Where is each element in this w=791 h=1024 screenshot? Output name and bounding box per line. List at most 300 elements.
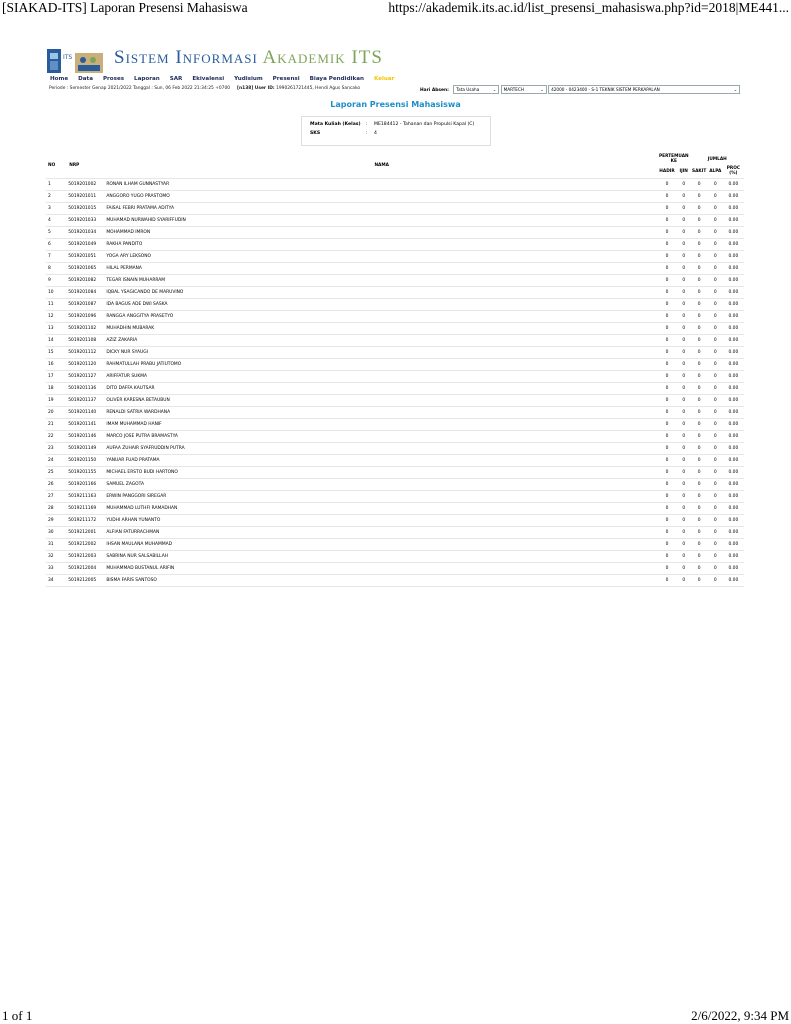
cell-nrp: 5019201140 xyxy=(68,406,106,418)
cell-nrp: 5019201137 xyxy=(68,394,106,406)
cell-nama: YOGA ARY LEKSONO xyxy=(106,250,657,262)
cell-hadir: 0 xyxy=(657,310,677,322)
table-row xyxy=(46,406,744,418)
cell-ijin: 0 xyxy=(677,550,691,562)
cell-proc: 0.00 xyxy=(723,202,744,214)
course-value: ME184412 - Tahanan dan Propulsi Kapal (C) xyxy=(374,122,475,127)
hari-absen-select[interactable] xyxy=(453,85,499,94)
department-select[interactable] xyxy=(548,85,740,94)
cell-nama: ERWIN PANGGORI SIREGAR xyxy=(106,490,657,502)
menu-item-home[interactable]: Home xyxy=(50,76,69,82)
table-row xyxy=(46,394,744,406)
cell-ijin: 0 xyxy=(677,202,691,214)
cell-hadir: 0 xyxy=(657,334,677,346)
col-proc: PROC (%) xyxy=(726,166,741,177)
program-value: MARTECH xyxy=(503,87,525,92)
cell-hadir: 0 xyxy=(657,358,677,370)
cell-proc: 0.00 xyxy=(723,226,744,238)
cell-proc: 0.00 xyxy=(723,394,744,406)
cell-hadir: 0 xyxy=(657,490,677,502)
cell-nrp: 5019212001 xyxy=(68,526,106,538)
cell-nrp: 5019201011 xyxy=(68,190,106,202)
table-row xyxy=(46,262,744,274)
table-row xyxy=(46,310,744,322)
cell-hadir: 0 xyxy=(657,526,677,538)
cell-alpa: 0 xyxy=(708,190,723,202)
cell-proc: 0.00 xyxy=(723,238,744,250)
cell-nama: HILAL PERMANA xyxy=(106,262,657,274)
cell-ijin: 0 xyxy=(677,178,691,190)
cell-nama: IQBAL YSAGICANDO DE MARUVINO xyxy=(106,286,657,298)
cell-ijin: 0 xyxy=(677,466,691,478)
cell-nrp: 5019201084 xyxy=(68,286,106,298)
cell-hadir: 0 xyxy=(657,538,677,550)
cell-alpa: 0 xyxy=(708,490,723,502)
cell-hadir: 0 xyxy=(657,394,677,406)
cell-nama: MUHAMMAD LUTHFI RAMADHAN xyxy=(106,502,657,514)
hari-absen-label: Hari Absen: xyxy=(420,88,449,93)
cell-no: 13 xyxy=(46,322,68,334)
table-row xyxy=(46,538,744,550)
cell-ijin: 0 xyxy=(677,346,691,358)
table-row xyxy=(46,346,744,358)
cell-no: 21 xyxy=(46,418,68,430)
cell-proc: 0.00 xyxy=(723,490,744,502)
cell-alpa: 0 xyxy=(708,238,723,250)
print-page-count: 1 of 1 xyxy=(2,1008,33,1023)
cell-hadir: 0 xyxy=(657,286,677,298)
cell-ijin: 0 xyxy=(677,334,691,346)
cell-nama: TEGAR ISNAIN MUHARRAM xyxy=(106,274,657,286)
cell-nama: FAISAL FEBRI PRATAMA ADITYA xyxy=(106,202,657,214)
cell-no: 22 xyxy=(46,430,68,442)
cell-sakit: 0 xyxy=(691,370,708,382)
cell-nrp: 5019212005 xyxy=(68,574,106,586)
cell-nrp: 5019201096 xyxy=(68,310,106,322)
table-row xyxy=(46,574,744,586)
cell-alpa: 0 xyxy=(708,298,723,310)
cell-hadir: 0 xyxy=(657,322,677,334)
cell-nama: RANGGA ANGGITYA PRASETYO xyxy=(106,310,657,322)
cell-nrp: 5019201002 xyxy=(68,178,106,190)
cell-sakit: 0 xyxy=(691,298,708,310)
cell-nrp: 5019211172 xyxy=(68,514,106,526)
cell-proc: 0.00 xyxy=(723,250,744,262)
cell-ijin: 0 xyxy=(677,538,691,550)
brand-title xyxy=(114,47,383,69)
cell-alpa: 0 xyxy=(708,214,723,226)
table-row xyxy=(46,202,744,214)
table-row xyxy=(46,430,744,442)
print-header xyxy=(0,0,791,18)
cell-sakit: 0 xyxy=(691,514,708,526)
cell-alpa: 0 xyxy=(708,478,723,490)
cell-no: 19 xyxy=(46,394,68,406)
cell-no: 28 xyxy=(46,502,68,514)
cell-sakit: 0 xyxy=(691,406,708,418)
cell-ijin: 0 xyxy=(677,250,691,262)
cell-alpa: 0 xyxy=(708,562,723,574)
cell-sakit: 0 xyxy=(691,538,708,550)
cell-nrp: 5019201149 xyxy=(68,442,106,454)
cell-alpa: 0 xyxy=(708,514,723,526)
cell-hadir: 0 xyxy=(657,178,677,190)
cell-nama: SABRINA NUR SALSABILLAH xyxy=(106,550,657,562)
cell-proc: 0.00 xyxy=(723,538,744,550)
cell-ijin: 0 xyxy=(677,406,691,418)
cell-proc: 0.00 xyxy=(723,190,744,202)
cell-no: 29 xyxy=(46,514,68,526)
period-label: Periode xyxy=(49,86,66,91)
cell-alpa: 0 xyxy=(708,382,723,394)
cell-alpa: 0 xyxy=(708,178,723,190)
cell-nama: YANUAR FUAD PRATAMA xyxy=(106,454,657,466)
cell-nrp: 5019201146 xyxy=(68,430,106,442)
cell-proc: 0.00 xyxy=(723,262,744,274)
colon: : xyxy=(366,131,368,136)
cell-alpa: 0 xyxy=(708,358,723,370)
cell-nama: SAMUEL ZAGOTA xyxy=(106,478,657,490)
table-row xyxy=(46,322,744,334)
cell-sakit: 0 xyxy=(691,310,708,322)
table-row xyxy=(46,286,744,298)
chevron-down-icon: ⌄ xyxy=(540,87,544,92)
cell-nama: MICHAEL ERSTO BUDI HARTONO xyxy=(106,466,657,478)
table-row xyxy=(46,502,744,514)
table-row xyxy=(46,466,744,478)
cell-nrp: 5019211169 xyxy=(68,502,106,514)
cell-proc: 0.00 xyxy=(723,562,744,574)
table-row xyxy=(46,442,744,454)
colon: : xyxy=(366,122,368,127)
table-row xyxy=(46,358,744,370)
cell-no: 3 xyxy=(46,202,68,214)
table-row xyxy=(46,178,744,190)
table-row xyxy=(46,190,744,202)
table-row xyxy=(46,382,744,394)
cell-nama: AZIZ ZAKARIA xyxy=(106,334,657,346)
menu-item-yudisium[interactable]: Yudisium xyxy=(234,76,263,82)
cell-ijin: 0 xyxy=(677,358,691,370)
program-select[interactable] xyxy=(501,85,547,94)
cell-nama: ANGGORO YUGO PRASTOMO xyxy=(106,190,657,202)
course-info-box xyxy=(301,116,491,146)
cell-nama: MUHAMMAD BUSTANUL ARIFIN xyxy=(106,562,657,574)
cell-hadir: 0 xyxy=(657,514,677,526)
sks-row xyxy=(310,131,377,136)
brand-part2: Akademik ITS xyxy=(262,47,383,68)
cell-no: 17 xyxy=(46,370,68,382)
cell-sakit: 0 xyxy=(691,502,708,514)
page-title: Laporan Presensi Mahasiswa xyxy=(330,100,461,109)
cell-alpa: 0 xyxy=(708,550,723,562)
cell-alpa: 0 xyxy=(708,226,723,238)
cell-ijin: 0 xyxy=(677,442,691,454)
cell-no: 32 xyxy=(46,550,68,562)
cell-sakit: 0 xyxy=(691,442,708,454)
cell-alpa: 0 xyxy=(708,526,723,538)
cell-no: 31 xyxy=(46,538,68,550)
cell-ijin: 0 xyxy=(677,454,691,466)
cell-proc: 0.00 xyxy=(723,310,744,322)
filter-controls xyxy=(420,85,740,94)
cell-nrp: 5019211163 xyxy=(68,490,106,502)
menu-item-laporan[interactable]: Laporan xyxy=(134,76,160,82)
menu-item-proses[interactable]: Proses xyxy=(102,76,125,82)
cell-nrp: 5019201049 xyxy=(68,238,106,250)
cell-no: 34 xyxy=(46,574,68,586)
cell-proc: 0.00 xyxy=(723,298,744,310)
cell-nama: ALFIAN FATURRACHMAN xyxy=(106,526,657,538)
cell-nama: BISMA FARIS SANTOSO xyxy=(106,574,657,586)
hari-absen-value: Tata Usaha xyxy=(456,87,480,92)
table-row xyxy=(46,526,744,538)
cell-alpa: 0 xyxy=(708,466,723,478)
cell-sakit: 0 xyxy=(691,346,708,358)
cell-proc: 0.00 xyxy=(723,478,744,490)
cell-hadir: 0 xyxy=(657,502,677,514)
table-row xyxy=(46,370,744,382)
cell-no: 26 xyxy=(46,478,68,490)
cell-alpa: 0 xyxy=(708,334,723,346)
cell-no: 7 xyxy=(46,250,68,262)
cell-no: 23 xyxy=(46,442,68,454)
cell-alpa: 0 xyxy=(708,202,723,214)
cell-sakit: 0 xyxy=(691,286,708,298)
cell-ijin: 0 xyxy=(677,418,691,430)
cell-alpa: 0 xyxy=(708,574,723,586)
cell-sakit: 0 xyxy=(691,190,708,202)
table-row xyxy=(46,250,744,262)
sks-label: SKS xyxy=(310,131,321,136)
cell-sakit: 0 xyxy=(691,358,708,370)
cell-nama: DICKY NUR SYAUGI xyxy=(106,346,657,358)
cell-hadir: 0 xyxy=(657,274,677,286)
print-page-url: https://akademik.its.ac.id/list_presensi_mahasiswa.php?id=2018|ME441... xyxy=(388,0,789,15)
table-row xyxy=(46,478,744,490)
user-label: User ID: xyxy=(254,86,275,91)
cell-proc: 0.00 xyxy=(723,214,744,226)
cell-sakit: 0 xyxy=(691,226,708,238)
cell-alpa: 0 xyxy=(708,250,723,262)
cell-nama: ARIFFATUR SUKMA xyxy=(106,370,657,382)
site-banner xyxy=(47,47,387,75)
cell-nrp: 5019201127 xyxy=(68,370,106,382)
cell-no: 16 xyxy=(46,358,68,370)
table-row xyxy=(46,274,744,286)
cell-proc: 0.00 xyxy=(723,502,744,514)
cell-nama: MUHADHIN MUBARAK xyxy=(106,322,657,334)
cell-no: 12 xyxy=(46,310,68,322)
cell-sakit: 0 xyxy=(691,466,708,478)
brand-part1: Sistem Informasi xyxy=(114,47,258,68)
cell-ijin: 0 xyxy=(677,274,691,286)
cell-nama: RENALDI SATRIA WARDHANA xyxy=(106,406,657,418)
table-row xyxy=(46,226,744,238)
col-group-jumlah: JUMLAH xyxy=(707,156,727,162)
cell-nrp: 5019212003 xyxy=(68,550,106,562)
cell-sakit: 0 xyxy=(691,214,708,226)
cell-hadir: 0 xyxy=(657,418,677,430)
cell-nama: OLIVER KARESNA BETAUBUN xyxy=(106,394,657,406)
cell-hadir: 0 xyxy=(657,262,677,274)
cell-nrp: 5019201141 xyxy=(68,418,106,430)
cell-nrp: 5019201166 xyxy=(68,478,106,490)
cell-nrp: 5019201065 xyxy=(68,262,106,274)
cell-no: 10 xyxy=(46,286,68,298)
cell-alpa: 0 xyxy=(708,322,723,334)
cell-nama: IDA BAGUS ADE DWI SASKA xyxy=(106,298,657,310)
cell-hadir: 0 xyxy=(657,346,677,358)
cell-proc: 0.00 xyxy=(723,442,744,454)
status-line xyxy=(49,86,360,91)
cell-nama: DITO DAFFA KAUTSAR xyxy=(106,382,657,394)
cell-ijin: 0 xyxy=(677,514,691,526)
cell-sakit: 0 xyxy=(691,202,708,214)
cell-hadir: 0 xyxy=(657,442,677,454)
cell-nrp: 5019201150 xyxy=(68,454,106,466)
cell-nrp: 5019201015 xyxy=(68,202,106,214)
cell-proc: 0.00 xyxy=(723,406,744,418)
menu-item-ekivalensi[interactable]: Ekivalensi xyxy=(192,76,225,82)
cell-nama: MUHAMAD NURWAHID SYARIFFUDIN xyxy=(106,214,657,226)
cell-nrp: 5019201155 xyxy=(68,466,106,478)
cell-sakit: 0 xyxy=(691,250,708,262)
cell-sakit: 0 xyxy=(691,430,708,442)
cell-ijin: 0 xyxy=(677,562,691,574)
cell-no: 11 xyxy=(46,298,68,310)
menu-item-presensi[interactable]: Presensi xyxy=(272,76,300,82)
cell-proc: 0.00 xyxy=(723,382,744,394)
logo-text: ITS xyxy=(63,54,73,61)
cell-nrp: 5019201051 xyxy=(68,250,106,262)
cell-ijin: 0 xyxy=(677,478,691,490)
cell-proc: 0.00 xyxy=(723,178,744,190)
cell-sakit: 0 xyxy=(691,238,708,250)
menu-item-biaya[interactable]: Biaya Pendidikan xyxy=(309,76,364,82)
course-row xyxy=(310,122,474,127)
cell-no: 24 xyxy=(46,454,68,466)
cell-sakit: 0 xyxy=(691,334,708,346)
col-sakit: SAKIT xyxy=(692,168,707,174)
cell-hadir: 0 xyxy=(657,430,677,442)
cell-nama: MARCO JOSE PUTRA BRAMASTYA xyxy=(106,430,657,442)
menu-item-sar[interactable]: SAR xyxy=(169,76,183,82)
cell-hadir: 0 xyxy=(657,406,677,418)
cell-nrp: 5019201112 xyxy=(68,346,106,358)
cell-hadir: 0 xyxy=(657,214,677,226)
cell-alpa: 0 xyxy=(708,406,723,418)
cell-alpa: 0 xyxy=(708,430,723,442)
cell-ijin: 0 xyxy=(677,286,691,298)
table-row xyxy=(46,334,744,346)
table-row xyxy=(46,238,744,250)
department-value: 42000 - 0423400 - S-1 TEKNIK SISTEM PERKAPALAN xyxy=(551,87,660,92)
user-value: 1990261721445, Hendi Agus Sancako xyxy=(276,86,361,91)
cell-alpa: 0 xyxy=(708,442,723,454)
cell-hadir: 0 xyxy=(657,382,677,394)
cell-no: 2 xyxy=(46,190,68,202)
cell-hadir: 0 xyxy=(657,454,677,466)
cell-sakit: 0 xyxy=(691,418,708,430)
table-row xyxy=(46,298,744,310)
cell-alpa: 0 xyxy=(708,370,723,382)
cell-hadir: 0 xyxy=(657,574,677,586)
cell-ijin: 0 xyxy=(677,394,691,406)
cell-no: 4 xyxy=(46,214,68,226)
chevron-down-icon: ⌄ xyxy=(492,87,497,92)
cell-ijin: 0 xyxy=(677,574,691,586)
cell-sakit: 0 xyxy=(691,394,708,406)
cell-alpa: 0 xyxy=(708,538,723,550)
cell-sakit: 0 xyxy=(691,562,708,574)
col-alpa: ALPA xyxy=(709,168,722,174)
cell-nrp: 5019201034 xyxy=(68,226,106,238)
menu-item-data[interactable]: Data xyxy=(78,76,93,82)
cell-no: 15 xyxy=(46,346,68,358)
attendance-table xyxy=(46,153,744,587)
table-row xyxy=(46,418,744,430)
cell-nrp: 5019201102 xyxy=(68,322,106,334)
attendance-rows xyxy=(46,178,744,586)
cell-nrp: 5019201136 xyxy=(68,382,106,394)
cell-ijin: 0 xyxy=(677,298,691,310)
cell-hadir: 0 xyxy=(657,250,677,262)
cell-proc: 0.00 xyxy=(723,322,744,334)
table-row xyxy=(46,214,744,226)
cell-proc: 0.00 xyxy=(723,358,744,370)
cell-nama: RONAN ILHAM GUNNASTYAR xyxy=(106,178,657,190)
col-hadir: HADIR xyxy=(659,168,675,174)
col-nrp: NRP xyxy=(69,162,80,168)
table-row xyxy=(46,550,744,562)
col-no: NO xyxy=(48,162,56,168)
cell-proc: 0.00 xyxy=(723,526,744,538)
table-row xyxy=(46,514,744,526)
cell-ijin: 0 xyxy=(677,310,691,322)
cell-nama: YUDHI ARHAN YUNANTO xyxy=(106,514,657,526)
its-logo-icon xyxy=(47,47,107,75)
cell-sakit: 0 xyxy=(691,178,708,190)
cell-no: 9 xyxy=(46,274,68,286)
cell-nama: RAKHA PANDITO xyxy=(106,238,657,250)
cell-sakit: 0 xyxy=(691,274,708,286)
cell-alpa: 0 xyxy=(708,310,723,322)
cell-hadir: 0 xyxy=(657,298,677,310)
cell-alpa: 0 xyxy=(708,454,723,466)
cell-hadir: 0 xyxy=(657,370,677,382)
cell-no: 25 xyxy=(46,466,68,478)
cell-ijin: 0 xyxy=(677,190,691,202)
cell-nrp: 5019201120 xyxy=(68,358,106,370)
cell-hadir: 0 xyxy=(657,550,677,562)
main-menu xyxy=(50,76,402,82)
cell-proc: 0.00 xyxy=(723,514,744,526)
cell-hadir: 0 xyxy=(657,478,677,490)
cell-proc: 0.00 xyxy=(723,466,744,478)
cell-no: 14 xyxy=(46,334,68,346)
cell-nrp: 5019201033 xyxy=(68,214,106,226)
chevron-down-icon: ⌄ xyxy=(733,87,738,92)
cell-proc: 0.00 xyxy=(723,418,744,430)
col-nama: NAMA xyxy=(374,162,389,168)
cell-sakit: 0 xyxy=(691,490,708,502)
menu-item-keluar[interactable]: Keluar xyxy=(373,76,395,82)
cell-nama: RAHMATULLAH PRABU JATIUTOMO xyxy=(106,358,657,370)
cell-ijin: 0 xyxy=(677,262,691,274)
cell-nrp: 5019201082 xyxy=(68,274,106,286)
cell-alpa: 0 xyxy=(708,502,723,514)
